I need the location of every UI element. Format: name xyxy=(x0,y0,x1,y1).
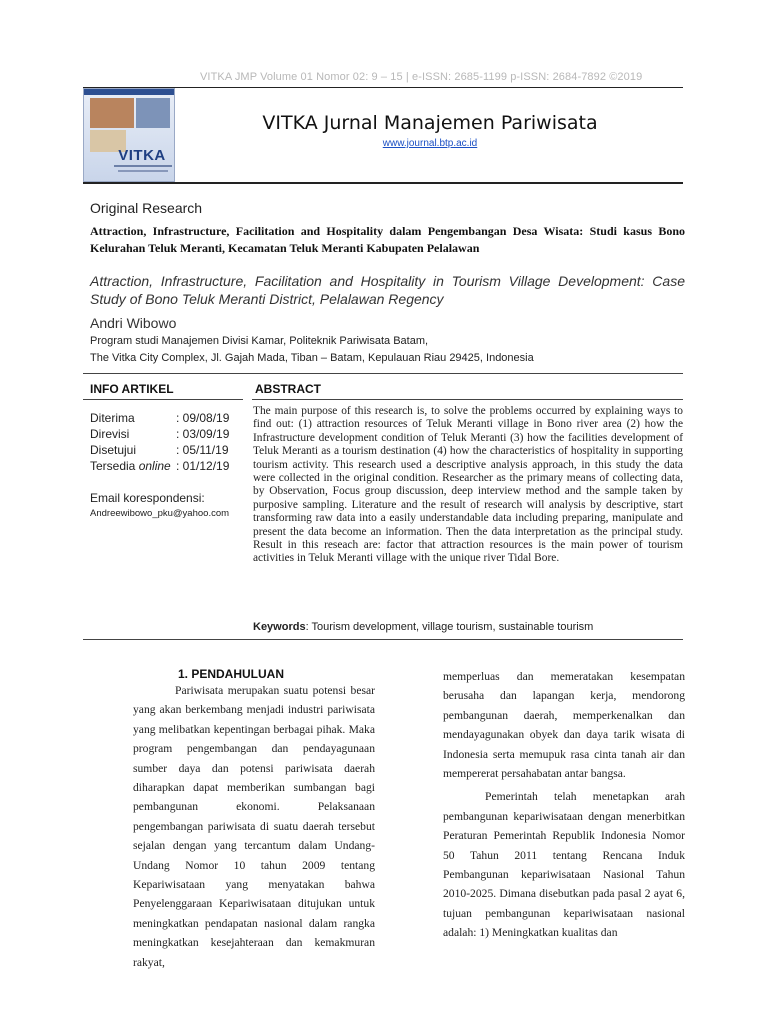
online-label-prefix: Tersedia xyxy=(90,459,139,473)
date-label: Disetujui xyxy=(90,443,137,457)
header-bottom-rule xyxy=(83,182,683,184)
author-affiliation xyxy=(90,333,685,367)
keywords-label: Keywords xyxy=(253,621,306,633)
article-type: Original Research xyxy=(90,200,203,216)
journal-title: VITKA Jurnal Manajemen Pariwisata xyxy=(262,112,598,134)
date-row-online xyxy=(90,458,250,474)
affiliation-line-1: Program studi Manajemen Divisi Kamar, Politeknik Pariwisata Batam, xyxy=(90,335,429,347)
author-name: Andri Wibowo xyxy=(90,315,177,331)
date-row-revised xyxy=(90,426,250,442)
abstract-text: The main purpose of this research is, to solve the problems occurred by explaining ways to find out: (1) attraction resources of Teluk Meranti village in Bono river area (2) how the Infrastructure development condition of Teluk Meranti (3) how the facilities development of Teluk Meranti as a tourism destination (4) how the characteristics of hospitality in supporting tourism activity. This research used a descriptive analysis approach, in this study the data were collected in the original condition. Researcher as the primary means of collecting data, by Observation, Focus group discussion, deep interview method and the sample taken by purposive sampling. Literature and the result of research will analysis by descriptive, start transforming raw data into a easily understandable data including preparing, manipulate and present the data become an information. Then the data interpretation as the principal study. Result in this reseach are: factor that attraction resources is the main power of tourism activities in Teluk Meranti village with the unique river Tidal Bore. xyxy=(253,405,683,565)
keywords-value: : Tourism development, village tourism, sustainable tourism xyxy=(305,621,594,633)
info-heading-rule xyxy=(83,399,243,400)
article-dates xyxy=(90,410,250,474)
date-label: Direvisi xyxy=(90,427,130,441)
affiliation-rule xyxy=(83,373,683,374)
article-title-english: Attraction, Infrastructure, Facilitation and Hospitality in Tourism Village Development: Case Study of Bono Teluk Meranti District, Pelalawan Regency xyxy=(90,273,685,307)
date-value: : 03/09/19 xyxy=(176,427,230,441)
body-paragraph: Pariwisata merupakan suatu potensi besar yang akan berkembang menjadi industri pariwisata yang melibatkan kepentingan berbagai pihak. Maka program pengembangan dan pendayagunaan sumber daya dan potensi pariwisata daerah diharapkan dapat memberikan sumbangan bagi pembangunan ekonomi. Pelaksanaan pengembangan pariwisata di suatu daerah tersebut sejalan dengan yang tercantum dalam Undang-Undang Nomor 10 tahun 2009 tentang Kepariwisataan yang menyatakan bahwa Penyelenggaraan Kepariwisataan ditujukan untuk meningkatkan pendapatan nasional dalam rangka meningkatkan kesejahteraan dan kemakmuran rakyat, xyxy=(133,684,375,969)
date-row-received xyxy=(90,410,250,426)
date-value: : 09/08/19 xyxy=(176,411,230,425)
cover-logo-text: VITKA xyxy=(118,147,166,164)
date-value: : 05/11/19 xyxy=(176,443,229,457)
keywords-rule xyxy=(83,639,683,640)
body-left-column xyxy=(133,681,375,972)
journal-url-link[interactable]: www.journal.btp.ac.id xyxy=(382,138,478,149)
date-value: : 01/12/19 xyxy=(176,459,230,473)
info-artikel-heading: INFO ARTIKEL xyxy=(90,382,174,396)
affiliation-line-2: The Vitka City Complex, Jl. Gajah Mada, Tiban – Batam, Kepulauan Riau 29425, Indonesia xyxy=(90,352,534,364)
date-label: Diterima xyxy=(90,411,135,425)
date-label xyxy=(90,458,171,474)
journal-cover-image xyxy=(83,88,175,182)
keywords xyxy=(253,621,683,633)
journal-meta-line: VITKA JMP Volume 01 Nomor 02: 9 – 15 | e-ISSN: 2685-1199 p-ISSN: 2684-7892 ©2019 xyxy=(200,71,643,83)
article-title-indonesian: Attraction, Infrastructure, Facilitation and Hospitality dalam Pengembangan Desa Wisata: Studi kasus Bono Kelurahan Teluk Meranti, Kecamatan Teluk Meranti Kabupaten Pelalawan xyxy=(90,224,685,255)
body-right-column xyxy=(443,667,685,943)
abstract-heading: ABSTRACT xyxy=(255,382,321,396)
body-paragraph: memperluas dan memeratakan kesempatan berusaha dan lapangan kerja, mendorong pembangunan daerah, memperkenalkan dan mendayagunakan obyek dan daya tarik wisata di Indonesia serta memupuk rasa cinta tanah air dan mempererat persahabatan antar bangsa. xyxy=(443,670,685,781)
body-paragraph: Pemerintah telah menetapkan arah pembangunan kepariwisataan dengan menerbitkan Peraturan Pemerintah Republik Indonesia Nomor 50 Tahun 2011 tentang Rencana Induk Pembangunan kepariwisataan Nasional Tahun 2010-2025. Dimana disebutkan pada pasal 2 ayat 6, tujuan pembangunan kepariwisataan nasional adalah: 1) Meningkatkan kualitas dan xyxy=(443,790,685,940)
email-label: Email korespondensi: xyxy=(90,491,205,505)
email-address[interactable]: Andreewibowo_pku@yahoo.com xyxy=(90,508,230,519)
online-label-italic: online xyxy=(138,459,171,473)
date-row-accepted xyxy=(90,442,250,458)
section-heading-pendahuluan: 1. PENDAHULUAN xyxy=(178,667,285,681)
abstract-heading-rule xyxy=(252,399,683,400)
